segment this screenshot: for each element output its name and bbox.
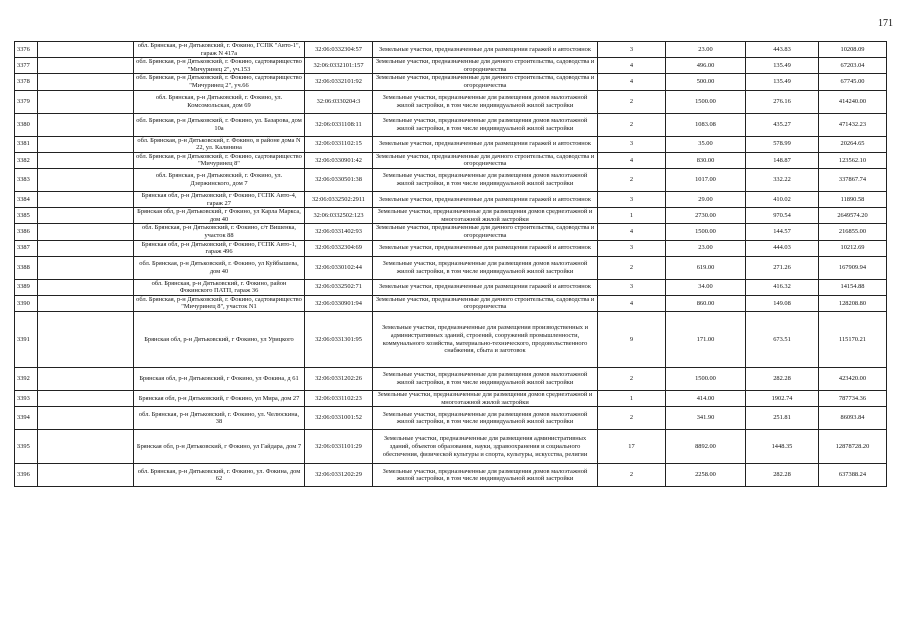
group-number-cell: 2 [598, 407, 666, 430]
cadastral-number-cell: 32:06:0331108:11 [305, 113, 373, 136]
cadastral-number-cell: 32:06:0330901:42 [305, 152, 373, 168]
address-cell: Брянская обл, р-н Дятьковский, г Фокино, ГСПК Авто-4, гараж 27 [134, 191, 305, 207]
area-cell: 1500.00 [666, 368, 746, 391]
row-number: 3392 [15, 368, 38, 391]
table-row [15, 256, 887, 279]
spacer-cell [38, 224, 134, 240]
address-cell: обл. Брянская, р-н Дятьковский, г. Фокино, ул. Комсомольская, дом 69 [134, 90, 305, 113]
address-cell: Брянская обл, р-н Дятьковский, г Фокино, ул Урицкого [134, 312, 305, 368]
area-cell: 23.00 [666, 42, 746, 58]
spacer-cell [38, 464, 134, 487]
cadastral-value-cell: 414240.00 [819, 90, 887, 113]
row-number: 3380 [15, 113, 38, 136]
address-cell: обл. Брянская, р-н Дятьковский, г. Фокино, ул. Фокина, дом 62 [134, 464, 305, 487]
land-use-cell: Земельные участки, предназначенные для размещения домов малоэтажной жилой застройки, в том числе индивидуальной жилой застройки [373, 407, 598, 430]
group-number-cell: 17 [598, 430, 666, 464]
cadastral-value-cell: 14154.88 [819, 279, 887, 295]
row-number: 3378 [15, 74, 38, 90]
group-number-cell: 3 [598, 42, 666, 58]
page-number: 171 [878, 18, 893, 29]
address-cell: Брянская обл, р-н Дятьковский, г Фокино, ГСПК Авто-1, гараж 496 [134, 240, 305, 256]
table-row [15, 152, 887, 168]
table-row [15, 168, 887, 191]
row-number: 3390 [15, 295, 38, 311]
cadastral-value-cell: 471432.23 [819, 113, 887, 136]
cadastral-number-cell: 32:06:0331102:23 [305, 391, 373, 407]
row-number: 3389 [15, 279, 38, 295]
cadastral-value-cell: 128208.80 [819, 295, 887, 311]
table-row [15, 279, 887, 295]
spacer-cell [38, 430, 134, 464]
row-number: 3391 [15, 312, 38, 368]
table-row [15, 74, 887, 90]
group-number-cell: 2 [598, 168, 666, 191]
row-number: 3383 [15, 168, 38, 191]
cadastral-value-cell: 10208.09 [819, 42, 887, 58]
table-row [15, 42, 887, 58]
land-use-cell: Земельные участки, предназначенные для размещения домов малоэтажной жилой застройки, в том числе индивидуальной жилой застройки [373, 113, 598, 136]
cadastral-number-cell: 32:06:0332502:71 [305, 279, 373, 295]
spacer-cell [38, 208, 134, 224]
row-number: 3396 [15, 464, 38, 487]
spacer-cell [38, 74, 134, 90]
land-use-cell: Земельные участки, предназначенные для размещения домов малоэтажной жилой застройки, в том числе индивидуальной жилой застройки [373, 464, 598, 487]
spacer-cell [38, 90, 134, 113]
table-row [15, 224, 887, 240]
spacer-cell [38, 240, 134, 256]
specific-value-cell: 410.02 [746, 191, 819, 207]
group-number-cell: 2 [598, 113, 666, 136]
group-number-cell: 3 [598, 240, 666, 256]
table-row [15, 464, 887, 487]
specific-value-cell: 148.87 [746, 152, 819, 168]
cadastral-number-cell: 32:06:0332304:69 [305, 240, 373, 256]
row-number: 3386 [15, 224, 38, 240]
area-cell: 2258.00 [666, 464, 746, 487]
address-cell: обл. Брянская, р-н Дятьковский, г. Фокино, ул. Базарова, дом 10а [134, 113, 305, 136]
cadastral-value-cell: 2649574.20 [819, 208, 887, 224]
cadastral-number-cell: 32:06:0331301:95 [305, 312, 373, 368]
spacer-cell [38, 58, 134, 74]
spacer-cell [38, 279, 134, 295]
land-use-cell: Земельные участки, предназначенные для размещения домов малоэтажной жилой застройки, в том числе индивидуальной жилой застройки [373, 90, 598, 113]
land-use-cell: Земельные участки, предназначенные для размещения домов среднеэтажной и многоэтажной жилой застройки [373, 208, 598, 224]
table-row [15, 136, 887, 152]
area-cell: 1500.00 [666, 224, 746, 240]
cadastral-value-cell: 67203.04 [819, 58, 887, 74]
cadastral-value-cell: 10212.69 [819, 240, 887, 256]
land-use-cell: Земельные участки, предназначенные для дачного строительства, садоводства и огородничества [373, 58, 598, 74]
area-cell: 830.00 [666, 152, 746, 168]
table-row [15, 391, 887, 407]
cadastral-number-cell: 32:06:0331102:15 [305, 136, 373, 152]
group-number-cell: 3 [598, 279, 666, 295]
area-cell: 1017.00 [666, 168, 746, 191]
spacer-cell [38, 295, 134, 311]
cadastral-number-cell: 32:06:0332304:57 [305, 42, 373, 58]
area-cell: 1083.08 [666, 113, 746, 136]
cadastral-value-cell: 12878728.20 [819, 430, 887, 464]
area-cell: 619.00 [666, 256, 746, 279]
cadastral-number-cell: 32:06:0332502:2911 [305, 191, 373, 207]
table-row [15, 240, 887, 256]
land-use-cell: Земельные участки, предназначенные для размещения домов малоэтажной жилой застройки, в том числе индивидуальной жилой застройки [373, 368, 598, 391]
table-row [15, 90, 887, 113]
table-row [15, 312, 887, 368]
specific-value-cell: 282.28 [746, 368, 819, 391]
specific-value-cell: 135.49 [746, 58, 819, 74]
area-cell: 23.00 [666, 240, 746, 256]
address-cell: обл. Брянская, р-н Дятьковский, г. Фокино, садтоварищество "Мичуринец 8", участок N1 [134, 295, 305, 311]
cadastral-number-cell: 32:06:0332101:92 [305, 74, 373, 90]
cadastral-value-table [14, 41, 887, 487]
address-cell: обл. Брянская, р-н Дятьковский, г. Фокино, ул. Дзержинского, дом 7 [134, 168, 305, 191]
specific-value-cell: 435.27 [746, 113, 819, 136]
specific-value-cell: 1902.74 [746, 391, 819, 407]
land-use-cell: Земельные участки, предназначенные для размещения домов среднеэтажной и многоэтажной жилой застройки [373, 391, 598, 407]
group-number-cell: 1 [598, 208, 666, 224]
specific-value-cell: 1448.35 [746, 430, 819, 464]
row-number: 3376 [15, 42, 38, 58]
group-number-cell: 4 [598, 295, 666, 311]
spacer-cell [38, 312, 134, 368]
table-row [15, 368, 887, 391]
table-row [15, 113, 887, 136]
group-number-cell: 1 [598, 391, 666, 407]
land-use-cell: Земельные участки, предназначенные для дачного строительства, садоводства и огородничества [373, 74, 598, 90]
specific-value-cell: 444.03 [746, 240, 819, 256]
land-use-cell: Земельные участки, предназначенные для дачного строительства, садоводства и огородничества [373, 224, 598, 240]
specific-value-cell: 332.22 [746, 168, 819, 191]
spacer-cell [38, 256, 134, 279]
address-cell: Брянская обл, р-н Дятьковский, г Фокино, ул Фокина, д 61 [134, 368, 305, 391]
cadastral-value-cell: 167909.94 [819, 256, 887, 279]
table-row [15, 430, 887, 464]
cadastral-value-cell: 20264.65 [819, 136, 887, 152]
cadastral-value-cell: 67745.00 [819, 74, 887, 90]
group-number-cell: 4 [598, 224, 666, 240]
cadastral-number-cell: 32:06:0331202:29 [305, 464, 373, 487]
specific-value-cell: 251.81 [746, 407, 819, 430]
group-number-cell: 4 [598, 74, 666, 90]
specific-value-cell: 282.28 [746, 464, 819, 487]
area-cell: 500.00 [666, 74, 746, 90]
spacer-cell [38, 191, 134, 207]
specific-value-cell: 149.08 [746, 295, 819, 311]
area-cell: 34.00 [666, 279, 746, 295]
address-cell: обл. Брянская, р-н Дятьковский, г. Фокино, садтоварищество "Мичуринец 2", уч.153 [134, 58, 305, 74]
group-number-cell: 2 [598, 464, 666, 487]
table-row [15, 407, 887, 430]
spacer-cell [38, 168, 134, 191]
group-number-cell: 2 [598, 368, 666, 391]
row-number: 3393 [15, 391, 38, 407]
address-cell: обл. Брянская, р-н Дятьковский, г. Фокино, в районе дома N 22, ул. Калинина [134, 136, 305, 152]
group-number-cell: 2 [598, 90, 666, 113]
cadastral-number-cell: 32:06:0331001:52 [305, 407, 373, 430]
cadastral-value-cell: 86093.84 [819, 407, 887, 430]
area-cell: 8892.00 [666, 430, 746, 464]
cadastral-number-cell: 32:06:0330204:3 [305, 90, 373, 113]
area-cell: 1500.00 [666, 90, 746, 113]
group-number-cell: 4 [598, 58, 666, 74]
area-cell: 496.00 [666, 58, 746, 74]
specific-value-cell: 673.51 [746, 312, 819, 368]
cadastral-value-cell: 216855.00 [819, 224, 887, 240]
land-use-cell: Земельные участки, предназначенные для размещения гаражей и автостоянок [373, 240, 598, 256]
land-use-cell: Земельные участки, предназначенные для дачного строительства, садоводства и огородничества [373, 152, 598, 168]
row-number: 3377 [15, 58, 38, 74]
specific-value-cell: 144.57 [746, 224, 819, 240]
row-number: 3382 [15, 152, 38, 168]
row-number: 3379 [15, 90, 38, 113]
cadastral-number-cell: 32:06:0332502:123 [305, 208, 373, 224]
group-number-cell: 3 [598, 136, 666, 152]
group-number-cell: 3 [598, 191, 666, 207]
table-row [15, 191, 887, 207]
group-number-cell: 2 [598, 256, 666, 279]
area-cell: 860.00 [666, 295, 746, 311]
cadastral-number-cell: 32:06:0330102:44 [305, 256, 373, 279]
land-use-cell: Земельные участки, предназначенные для дачного строительства, садоводства и огородничества [373, 295, 598, 311]
cadastral-number-cell: 32:06:0330501:38 [305, 168, 373, 191]
cadastral-value-cell: 115170.21 [819, 312, 887, 368]
table-row [15, 58, 887, 74]
address-cell: обл. Брянская, р-н Дятьковский, г. Фокино, ул Куйбышева, дом 40 [134, 256, 305, 279]
spacer-cell [38, 136, 134, 152]
address-cell: обл. Брянская, р-н Дятьковский, г. Фокино, ГСПК "Авто-1", гараж N 417а [134, 42, 305, 58]
spacer-cell [38, 152, 134, 168]
row-number: 3381 [15, 136, 38, 152]
cadastral-number-cell: 32:06:0330901:94 [305, 295, 373, 311]
specific-value-cell: 276.16 [746, 90, 819, 113]
row-number: 3384 [15, 191, 38, 207]
cadastral-number-cell: 32:06:0332101:157 [305, 58, 373, 74]
spacer-cell [38, 113, 134, 136]
table-row [15, 295, 887, 311]
row-number: 3387 [15, 240, 38, 256]
address-cell: Брянская обл, р-н Дятьковский, г Фокино, ул Карла Маркса, дом 40 [134, 208, 305, 224]
specific-value-cell: 416.32 [746, 279, 819, 295]
address-cell: обл. Брянская, р-н Дятьковский, г. Фокино, с/т Вишенка, участок 88 [134, 224, 305, 240]
specific-value-cell: 970.54 [746, 208, 819, 224]
table-row [15, 208, 887, 224]
spacer-cell [38, 42, 134, 58]
cadastral-value-cell: 423420.00 [819, 368, 887, 391]
land-use-cell: Земельные участки, предназначенные для размещения производственных и административных зданий, строений, сооружений промышленности, коммунального хозяйства, материально-технического, продовольственного снабжения, сбыта и заготовок [373, 312, 598, 368]
row-number: 3394 [15, 407, 38, 430]
specific-value-cell: 443.83 [746, 42, 819, 58]
group-number-cell: 9 [598, 312, 666, 368]
spacer-cell [38, 368, 134, 391]
cadastral-value-cell: 637388.24 [819, 464, 887, 487]
area-cell: 2730.00 [666, 208, 746, 224]
land-use-cell: Земельные участки, предназначенные для размещения гаражей и автостоянок [373, 42, 598, 58]
address-cell: Брянская обл, р-н Дятьковский, г Фокино, ул Мира, дом 27 [134, 391, 305, 407]
specific-value-cell: 271.26 [746, 256, 819, 279]
group-number-cell: 4 [598, 152, 666, 168]
land-use-cell: Земельные участки, предназначенные для размещения домов малоэтажной жилой застройки, в том числе индивидуальной жилой застройки [373, 256, 598, 279]
specific-value-cell: 578.99 [746, 136, 819, 152]
area-cell: 35.00 [666, 136, 746, 152]
row-number: 3395 [15, 430, 38, 464]
specific-value-cell: 135.49 [746, 74, 819, 90]
area-cell: 341.90 [666, 407, 746, 430]
address-cell: обл. Брянская, р-н Дятьковский, г. Фокино, ул. Челюскина, 38 [134, 407, 305, 430]
area-cell: 414.00 [666, 391, 746, 407]
land-use-cell: Земельные участки, предназначенные для размещения гаражей и автостоянок [373, 279, 598, 295]
area-cell: 171.00 [666, 312, 746, 368]
address-cell: обл. Брянская, р-н Дятьковский, г. Фокино, садтоварищество "Мичуринец 2", уч.66 [134, 74, 305, 90]
spacer-cell [38, 391, 134, 407]
land-use-cell: Земельные участки, предназначенные для размещения административных зданий, объектов образования, науки, здравоохранения и социального обеспечения, физической культуры и спорта, культуры, искусства, религии [373, 430, 598, 464]
land-use-cell: Земельные участки, предназначенные для размещения домов малоэтажной жилой застройки, в том числе индивидуальной жилой застройки [373, 168, 598, 191]
land-use-cell: Земельные участки, предназначенные для размещения гаражей и автостоянок [373, 136, 598, 152]
area-cell: 29.00 [666, 191, 746, 207]
cadastral-number-cell: 32:06:0331101:29 [305, 430, 373, 464]
cadastral-number-cell: 32:06:0331402:93 [305, 224, 373, 240]
cadastral-value-cell: 123562.10 [819, 152, 887, 168]
address-cell: Брянская обл, р-н Дятьковский, г Фокино, ул Гайдара, дом 7 [134, 430, 305, 464]
cadastral-value-cell: 337867.74 [819, 168, 887, 191]
row-number: 3388 [15, 256, 38, 279]
cadastral-value-cell: 787734.36 [819, 391, 887, 407]
cadastral-value-cell: 11890.58 [819, 191, 887, 207]
address-cell: обл. Брянская, р-н Дятьковский, г. Фокино, садтоварищество "Мичуринец 8" [134, 152, 305, 168]
cadastral-number-cell: 32:06:0331202:26 [305, 368, 373, 391]
land-use-cell: Земельные участки, предназначенные для размещения гаражей и автостоянок [373, 191, 598, 207]
address-cell: обл. Брянская, р-н Дятьковский, г. Фокино, район Фокинского ПАТП, гараж 36 [134, 279, 305, 295]
row-number: 3385 [15, 208, 38, 224]
spacer-cell [38, 407, 134, 430]
